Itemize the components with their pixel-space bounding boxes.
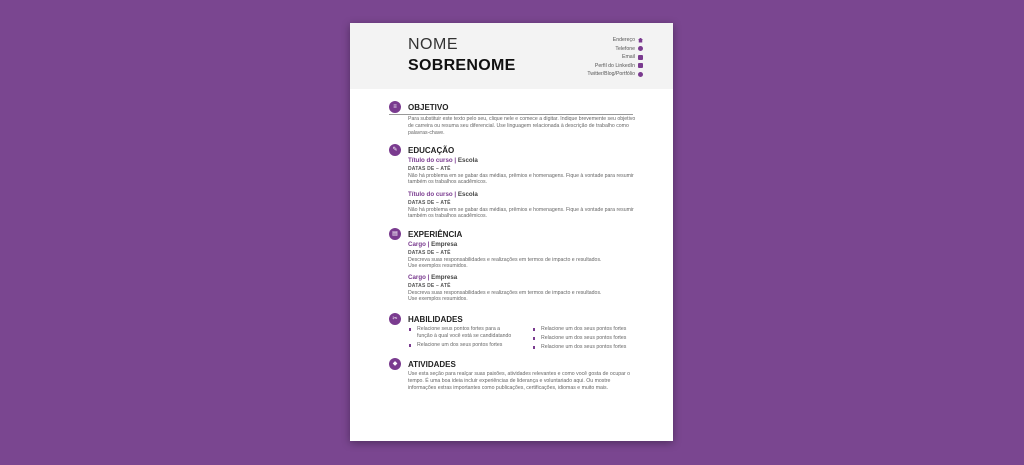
education-dates: DATAS DE – ATÉ <box>408 166 451 172</box>
skill-item: Relacione seus pontos fortes para a função à qual você está se candidatando <box>408 326 517 340</box>
course-title: Título do curso <box>408 191 453 198</box>
school-name: Escola <box>457 157 478 164</box>
company-name: Empresa <box>431 241 458 248</box>
globe-icon <box>638 72 643 77</box>
experience-line: Descreva suas responsabilidades e realizações em termos de impacto e resultados. <box>408 289 602 296</box>
contact-address-label: Endereço <box>612 37 635 43</box>
contact-address <box>535 36 635 45</box>
contact-phone <box>535 45 635 54</box>
experience-line: Use exemplos resumidos. <box>408 296 468 303</box>
school-name: Escola <box>457 191 478 198</box>
home-icon <box>638 38 643 43</box>
contact-email-label: Email <box>622 54 635 60</box>
resume-header <box>350 23 673 89</box>
education-title: EDUCAÇÃO <box>408 146 455 155</box>
phone-icon <box>638 46 643 51</box>
contact-website-label: Twitter/Blog/Portfólio <box>587 71 635 77</box>
skill-item: Relacione um dos seus pontos fortes <box>408 342 527 349</box>
experience-entry-heading <box>408 274 457 281</box>
education-text: Não há problema em se gabar das médias, prêmios e homenagens. Fique à vontade para resumir também os trabalhos acadêmicos. <box>408 206 634 220</box>
activities-icon: ◆ <box>389 358 401 370</box>
education-entry-heading <box>408 157 478 164</box>
education-text: Não há problema em se gabar das médias, prêmios e homenagens. Fique à vontade para resumir também os trabalhos acadêmicos. <box>408 172 634 186</box>
role-title: Cargo <box>408 274 426 281</box>
separator: | <box>427 241 430 248</box>
contact-phone-label: Telefone <box>615 45 635 52</box>
contact-list <box>535 36 635 79</box>
separator: | <box>427 274 430 281</box>
experience-dates: DATAS DE – ATÉ <box>408 283 451 289</box>
education-entry-heading <box>408 191 478 198</box>
experience-entry-heading <box>408 241 457 248</box>
briefcase-icon: ▤ <box>389 228 401 240</box>
separator: | <box>454 157 457 164</box>
activities-text: Use esta seção para realçar suas paixões, atividades relevantes e como você gosta de ocupar o tempo. É uma boa ideia incluir experiências de liderança e voluntariado aqui. Ou mostre informações extras importantes como publicações, certificações, idiomas e muito mais. <box>408 371 631 391</box>
experience-line: Descreva suas responsabilidades e realizações em termos de impacto e resultados. <box>408 256 602 263</box>
skill-item: Relacione um dos seus pontos fortes <box>532 335 651 342</box>
experience-line: Use exemplos resumidos. <box>408 263 468 270</box>
course-title: Título do curso <box>408 157 453 164</box>
resume-page <box>350 23 673 441</box>
role-title: Cargo <box>408 241 426 248</box>
objective-title: OBJETIVO <box>408 103 449 112</box>
education-dates: DATAS DE – ATÉ <box>408 200 451 206</box>
section-divider <box>389 114 633 115</box>
company-name: Empresa <box>431 274 458 281</box>
skills-title: HABILIDADES <box>408 315 463 324</box>
first-name: NOME <box>408 36 458 53</box>
contact-linkedin-label: Perfil do LinkedIn <box>594 62 635 69</box>
experience-dates: DATAS DE – ATÉ <box>408 250 451 256</box>
tools-icon: ✂ <box>389 313 401 325</box>
linkedin-icon <box>638 63 643 68</box>
activities-title: ATIVIDADES <box>408 360 456 369</box>
skill-item: Relacione um dos seus pontos fortes <box>532 326 651 333</box>
experience-text <box>408 290 648 304</box>
experience-text <box>408 257 648 271</box>
objective-icon: ≡ <box>389 101 401 113</box>
contact-email <box>535 53 635 62</box>
objective-text: Para substituir este texto pelo seu, clique nele e comece a digitar. Indique brevemente seu objetivo de carreira ou resuma seu diferencial. Use linguagem relacionada à descrição de trabalho como palavras-chave. <box>408 116 636 136</box>
experience-title: EXPERIÊNCIA <box>408 230 463 239</box>
mail-icon <box>638 55 643 60</box>
contact-linkedin <box>535 62 635 71</box>
last-name: SOBRENOME <box>408 57 516 74</box>
skill-item: Relacione um dos seus pontos fortes <box>532 344 651 351</box>
separator: | <box>454 191 457 198</box>
contact-website <box>535 70 635 79</box>
graduation-cap-icon: ✎ <box>389 144 401 156</box>
